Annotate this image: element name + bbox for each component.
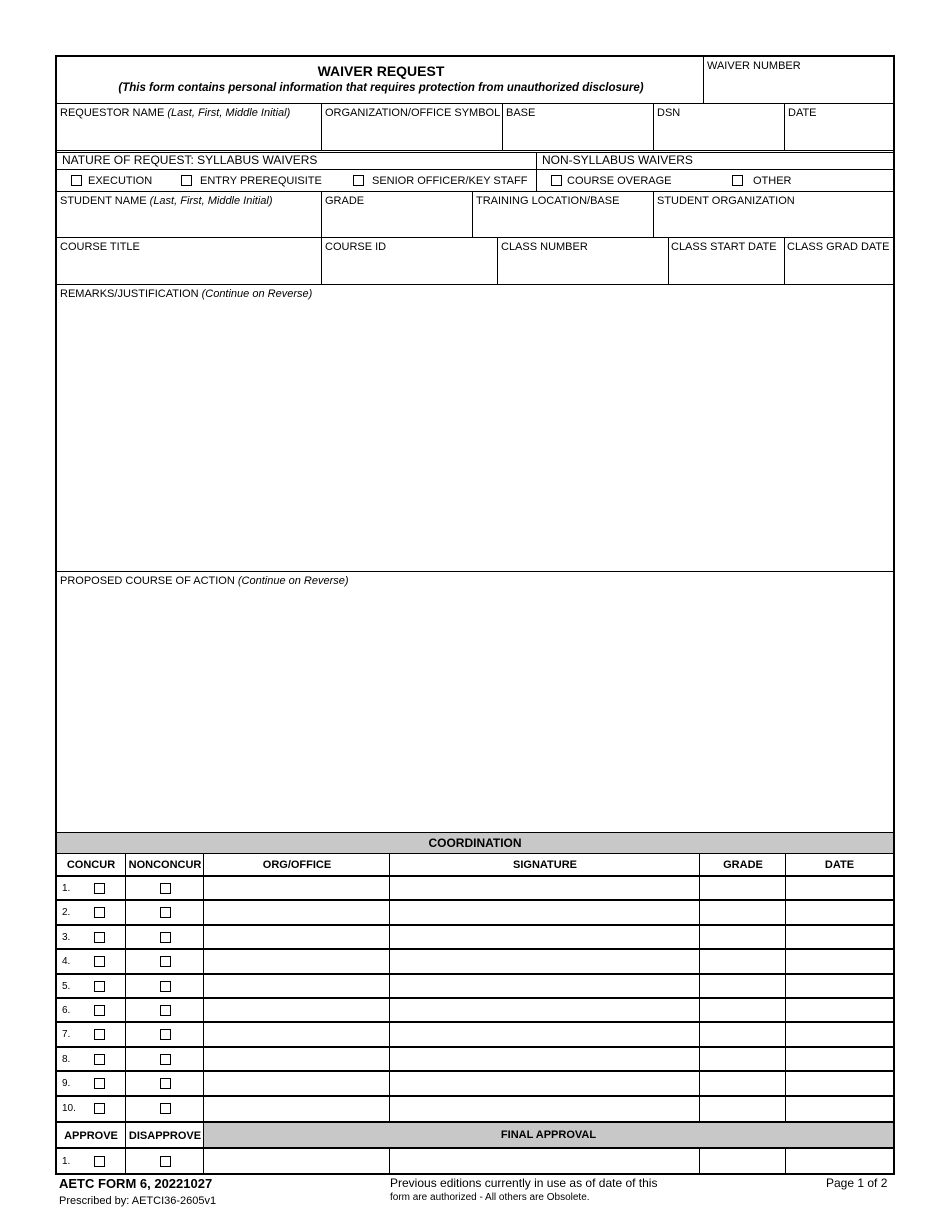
divider: [389, 854, 390, 1121]
concur-checkbox[interactable]: [94, 1054, 105, 1065]
final-grade-cell[interactable]: [700, 1149, 785, 1173]
row-number: 4.: [62, 956, 71, 967]
row-number: 6.: [62, 1005, 71, 1016]
student-grade-field[interactable]: [322, 192, 472, 237]
grade-cell[interactable]: [700, 975, 785, 997]
signature-cell[interactable]: [390, 1048, 699, 1070]
course-overage-checkbox[interactable]: [551, 175, 562, 186]
grade-cell[interactable]: [700, 1023, 785, 1045]
final-approval-header: [204, 1123, 893, 1147]
waiver-number-field[interactable]: [704, 57, 893, 103]
class-start-date-label: CLASS START DATE: [671, 241, 777, 253]
final-row-number: 1.: [62, 1156, 71, 1167]
row-number: 8.: [62, 1054, 71, 1065]
proposed-action-label: PROPOSED COURSE OF ACTION: [60, 575, 235, 587]
requestor-name-field[interactable]: [57, 104, 321, 150]
row-number: 5.: [62, 981, 71, 992]
date-cell[interactable]: [786, 901, 893, 923]
page-number: Page 1 of 2: [826, 1176, 888, 1190]
row-number: 7.: [62, 1029, 71, 1040]
requestor-base-label: BASE: [506, 107, 536, 119]
course-id-label: COURSE ID: [325, 241, 387, 253]
form-subtitle: (This form contains personal information that requires protection from unauthorized disclosure): [118, 82, 644, 94]
row-number: 3.: [62, 932, 71, 943]
row-number: 10.: [62, 1103, 76, 1114]
editions-notice-line2: form are authorized - All others are Obsolete.: [390, 1192, 590, 1203]
entry-prerequisite-option-label: ENTRY PREREQUISITE: [200, 175, 322, 187]
org-office-cell[interactable]: [204, 999, 389, 1021]
signature-cell[interactable]: [390, 1097, 699, 1119]
course-title-field[interactable]: [57, 238, 321, 284]
org-office-cell[interactable]: [204, 1023, 389, 1045]
date-cell[interactable]: [786, 950, 893, 972]
concur-checkbox[interactable]: [94, 1103, 105, 1114]
divider: [125, 1123, 126, 1173]
student-grade-label: GRADE: [325, 195, 365, 207]
remarks-label: REMARKS/JUSTIFICATION: [60, 288, 199, 300]
signature-cell[interactable]: [390, 1072, 699, 1094]
nonconcur-checkbox[interactable]: [160, 956, 171, 967]
column-header-nonconcur: NONCONCUR: [128, 859, 202, 871]
divider: [57, 150, 893, 151]
class-start-date-field[interactable]: [669, 238, 784, 284]
final-signature-cell[interactable]: [390, 1149, 699, 1173]
signature-cell[interactable]: [390, 975, 699, 997]
column-header-concur: CONCUR: [66, 859, 116, 871]
student-name-field[interactable]: [57, 192, 321, 237]
date-cell[interactable]: [786, 1048, 893, 1070]
row-number: 2.: [62, 907, 71, 918]
training-location-field[interactable]: [473, 192, 653, 237]
org-office-cell[interactable]: [204, 926, 389, 948]
nonconcur-checkbox[interactable]: [160, 1103, 171, 1114]
column-header-grade: GRADE: [723, 859, 763, 871]
column-header-signature: SIGNATURE: [513, 859, 577, 871]
concur-checkbox[interactable]: [94, 1029, 105, 1040]
divider: [785, 854, 786, 1121]
grade-cell[interactable]: [700, 950, 785, 972]
nonconcur-checkbox[interactable]: [160, 883, 171, 894]
requestor-date-label: DATE: [788, 107, 817, 119]
training-location-label: TRAINING LOCATION/BASE: [476, 195, 620, 207]
nonconcur-checkbox[interactable]: [160, 981, 171, 992]
coordination-title: COORDINATION: [428, 836, 522, 850]
concur-checkbox[interactable]: [94, 907, 105, 918]
approve-header: APPROVE: [64, 1130, 118, 1142]
concur-checkbox[interactable]: [94, 932, 105, 943]
disapprove-checkbox[interactable]: [160, 1156, 171, 1167]
requestor-dsn-label: DSN: [657, 107, 681, 119]
grade-cell[interactable]: [700, 1097, 785, 1119]
other-option-label: OTHER: [753, 175, 792, 187]
nonconcur-checkbox[interactable]: [160, 907, 171, 918]
date-cell[interactable]: [786, 1072, 893, 1094]
concur-checkbox[interactable]: [94, 1005, 105, 1016]
concur-checkbox[interactable]: [94, 956, 105, 967]
grade-cell[interactable]: [700, 877, 785, 899]
grade-cell[interactable]: [700, 999, 785, 1021]
signature-cell[interactable]: [390, 877, 699, 899]
waiver-request-form: [55, 55, 895, 1175]
class-number-field[interactable]: [498, 238, 668, 284]
remarks-hint: (Continue on Reverse): [201, 288, 313, 300]
signature-cell[interactable]: [390, 999, 699, 1021]
other-checkbox[interactable]: [732, 175, 743, 186]
date-cell[interactable]: [786, 999, 893, 1021]
execution-option-label: EXECUTION: [88, 175, 153, 187]
divider: [203, 854, 204, 1121]
org-office-cell[interactable]: [204, 1048, 389, 1070]
final-date-cell[interactable]: [786, 1149, 893, 1173]
approve-checkbox[interactable]: [94, 1156, 105, 1167]
nonconcur-checkbox[interactable]: [160, 932, 171, 943]
org-office-cell[interactable]: [204, 877, 389, 899]
requestor-base-field[interactable]: [503, 104, 653, 150]
concur-checkbox[interactable]: [94, 1078, 105, 1089]
concur-checkbox[interactable]: [94, 981, 105, 992]
proposed-action-field[interactable]: [57, 572, 893, 832]
form-title: WAIVER REQUEST: [317, 63, 445, 79]
requestor-org-label: ORGANIZATION/OFFICE SYMBOL: [325, 107, 501, 119]
date-cell[interactable]: [786, 877, 893, 899]
proposed-action-hint: (Continue on Reverse): [237, 575, 349, 587]
class-number-label: CLASS NUMBER: [501, 241, 588, 253]
student-name-label: STUDENT NAME: [60, 195, 147, 207]
final-org-office-cell[interactable]: [204, 1149, 389, 1173]
requestor-dsn-field[interactable]: [654, 104, 784, 150]
nonconcur-checkbox[interactable]: [160, 1029, 171, 1040]
signature-cell[interactable]: [390, 926, 699, 948]
divider: [57, 853, 893, 854]
grade-cell[interactable]: [700, 926, 785, 948]
divider: [57, 169, 893, 170]
coordination-header: [57, 832, 893, 853]
disapprove-header: DISAPPROVE: [128, 1130, 202, 1142]
class-grad-date-field[interactable]: [785, 238, 893, 284]
course-title-label: COURSE TITLE: [60, 241, 140, 253]
org-office-cell[interactable]: [204, 950, 389, 972]
form-id: AETC FORM 6, 20221027: [59, 1176, 213, 1191]
signature-cell[interactable]: [390, 950, 699, 972]
grade-cell[interactable]: [700, 1072, 785, 1094]
divider: [699, 854, 700, 1121]
org-office-cell[interactable]: [204, 1072, 389, 1094]
row-number: 1.: [62, 883, 71, 894]
signature-cell[interactable]: [390, 1023, 699, 1045]
divider: [57, 832, 893, 833]
nonconcur-checkbox[interactable]: [160, 1005, 171, 1016]
prescribed-by: Prescribed by: AETCI36-2605v1: [59, 1195, 217, 1207]
date-cell[interactable]: [786, 1023, 893, 1045]
final-approval-title: FINAL APPROVAL: [500, 1129, 597, 1141]
non-syllabus-label: NON-SYLLABUS WAIVERS: [542, 153, 693, 167]
nature-of-request-label: NATURE OF REQUEST: SYLLABUS WAIVERS: [62, 153, 318, 167]
editions-notice-line1: Previous editions currently in use as of date of this: [390, 1176, 658, 1190]
requestor-name-label: REQUESTOR NAME: [60, 107, 165, 119]
column-header-org-office: ORG/OFFICE: [262, 859, 332, 871]
remarks-field[interactable]: [57, 285, 893, 571]
row-number: 9.: [62, 1078, 71, 1089]
org-office-cell[interactable]: [204, 1097, 389, 1119]
date-cell[interactable]: [786, 926, 893, 948]
signature-cell[interactable]: [390, 901, 699, 923]
date-cell[interactable]: [786, 975, 893, 997]
grade-cell[interactable]: [700, 901, 785, 923]
requestor-date-field[interactable]: [785, 104, 893, 150]
requestor-name-hint: (Last, First, Middle Initial): [167, 107, 291, 119]
student-organization-field[interactable]: [654, 192, 893, 237]
senior-officer-checkbox[interactable]: [353, 175, 364, 186]
requestor-org-field[interactable]: [322, 104, 502, 150]
nonconcur-checkbox[interactable]: [160, 1054, 171, 1065]
org-office-cell[interactable]: [204, 901, 389, 923]
course-overage-option-label: COURSE OVERAGE: [567, 175, 672, 187]
student-organization-label: STUDENT ORGANIZATION: [657, 195, 795, 207]
student-name-hint: (Last, First, Middle Initial): [149, 195, 273, 207]
waiver-number-label: WAIVER NUMBER: [707, 60, 801, 72]
concur-checkbox[interactable]: [94, 883, 105, 894]
execution-checkbox[interactable]: [71, 175, 82, 186]
org-office-cell[interactable]: [204, 975, 389, 997]
entry-prerequisite-checkbox[interactable]: [181, 175, 192, 186]
divider: [536, 152, 537, 192]
nonconcur-checkbox[interactable]: [160, 1078, 171, 1089]
grade-cell[interactable]: [700, 1048, 785, 1070]
column-header-date: DATE: [824, 859, 855, 871]
senior-officer-option-label: SENIOR OFFICER/KEY STAFF: [372, 175, 528, 187]
course-id-field[interactable]: [322, 238, 497, 284]
class-grad-date-label: CLASS GRAD DATE: [787, 241, 890, 253]
date-cell[interactable]: [786, 1097, 893, 1119]
divider: [125, 854, 126, 1121]
